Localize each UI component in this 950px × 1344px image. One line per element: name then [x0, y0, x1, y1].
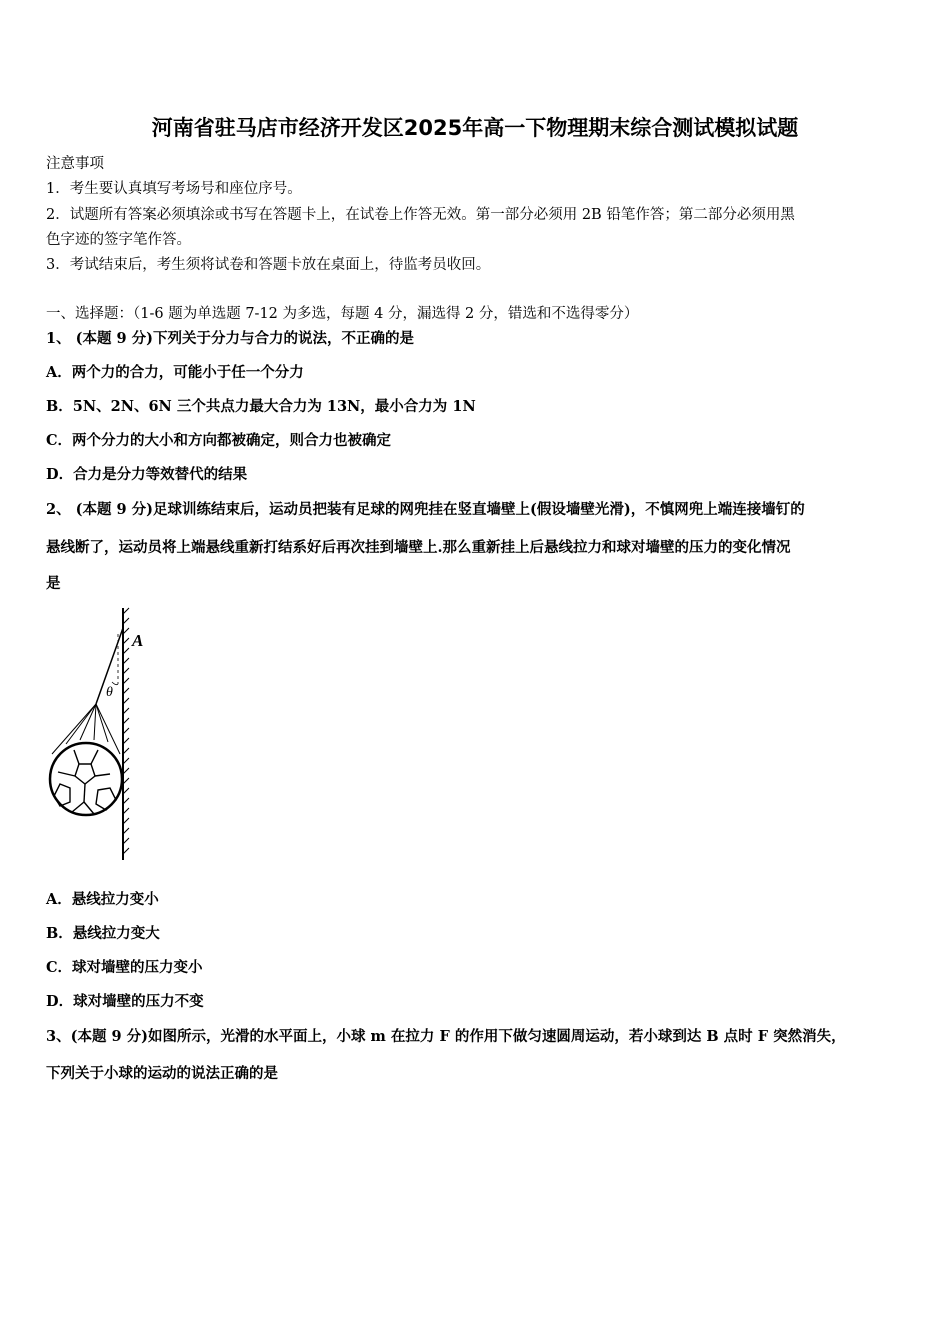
question-2-option-c: C．球对墙壁的压力变小: [46, 959, 203, 976]
question-1-stem: 1、 (本题 9 分)下列关于分力与合力的说法，不正确的是: [46, 330, 415, 347]
section-heading: 一、选择题：（1-6 题为单选题 7-12 为多选，每题 4 分，漏选得 2 分，错选和不选得零分）: [46, 306, 639, 322]
question-2-option-d: D．球对墙壁的压力不变: [46, 993, 204, 1010]
question-3-stem-line: 3、(本题 9 分)如图所示，光滑的水平面上，小球 m 在拉力 F 的作用下做匀速圆周运动，若小球到达 B 点时 F 突然消失，: [46, 1028, 846, 1045]
notice-item: 2．试题所有答案必须填涂或书写在答题卡上，在试卷上作答无效。第一部分必须用 2B 铅笔作答；第二部分必须用黑: [46, 207, 795, 223]
label-point-a: A: [132, 631, 144, 650]
question-2-option-a: A．悬线拉力变小: [46, 891, 159, 908]
question-2-stem-line: 是: [46, 575, 61, 592]
notice-item: 3．考试结束后，考生须将试卷和答题卡放在桌面上，待监考员收回。: [46, 257, 491, 273]
question-3-stem-line: 下列关于小球的运动的说法正确的是: [46, 1065, 278, 1082]
question-1-option-d: D．合力是分力等效替代的结果: [46, 466, 248, 483]
question-2-stem-line: 2、 (本题 9 分)足球训练结束后，运动员把装有足球的网兜挂在竖直墙壁上(假设墙壁光滑)，不慎网兜上端连接墙钉的: [46, 501, 805, 518]
notice-item: 色字迹的签字笔作答。: [46, 232, 191, 248]
label-angle-theta: θ: [106, 685, 113, 700]
question-1-option-b: B．5N、2N、6N 三个共点力最大合力为 13N，最小合力为 1N: [46, 398, 476, 415]
question-1-option-c: C．两个分力的大小和方向都被确定，则合力也被确定: [46, 432, 392, 449]
question-2-option-b: B．悬线拉力变大: [46, 925, 160, 942]
question-2-stem-line: 悬线断了，运动员将上端悬线重新打结系好后再次挂到墙壁上.那么重新挂上后悬线拉力和球对墙壁的压力的变化情况: [46, 539, 791, 556]
notice-heading: 注意事项: [46, 156, 104, 172]
ball-net-wall-figure: [46, 604, 156, 864]
angle-arc: [112, 682, 118, 685]
page-title: 河南省驻马店市经济开发区2025年高一下物理期末综合测试模拟试题: [151, 116, 799, 140]
notice-item: 1．考生要认真填写考场号和座位序号。: [46, 181, 302, 197]
question-1-option-a: A．两个力的合力，可能小于任一个分力: [46, 364, 304, 381]
